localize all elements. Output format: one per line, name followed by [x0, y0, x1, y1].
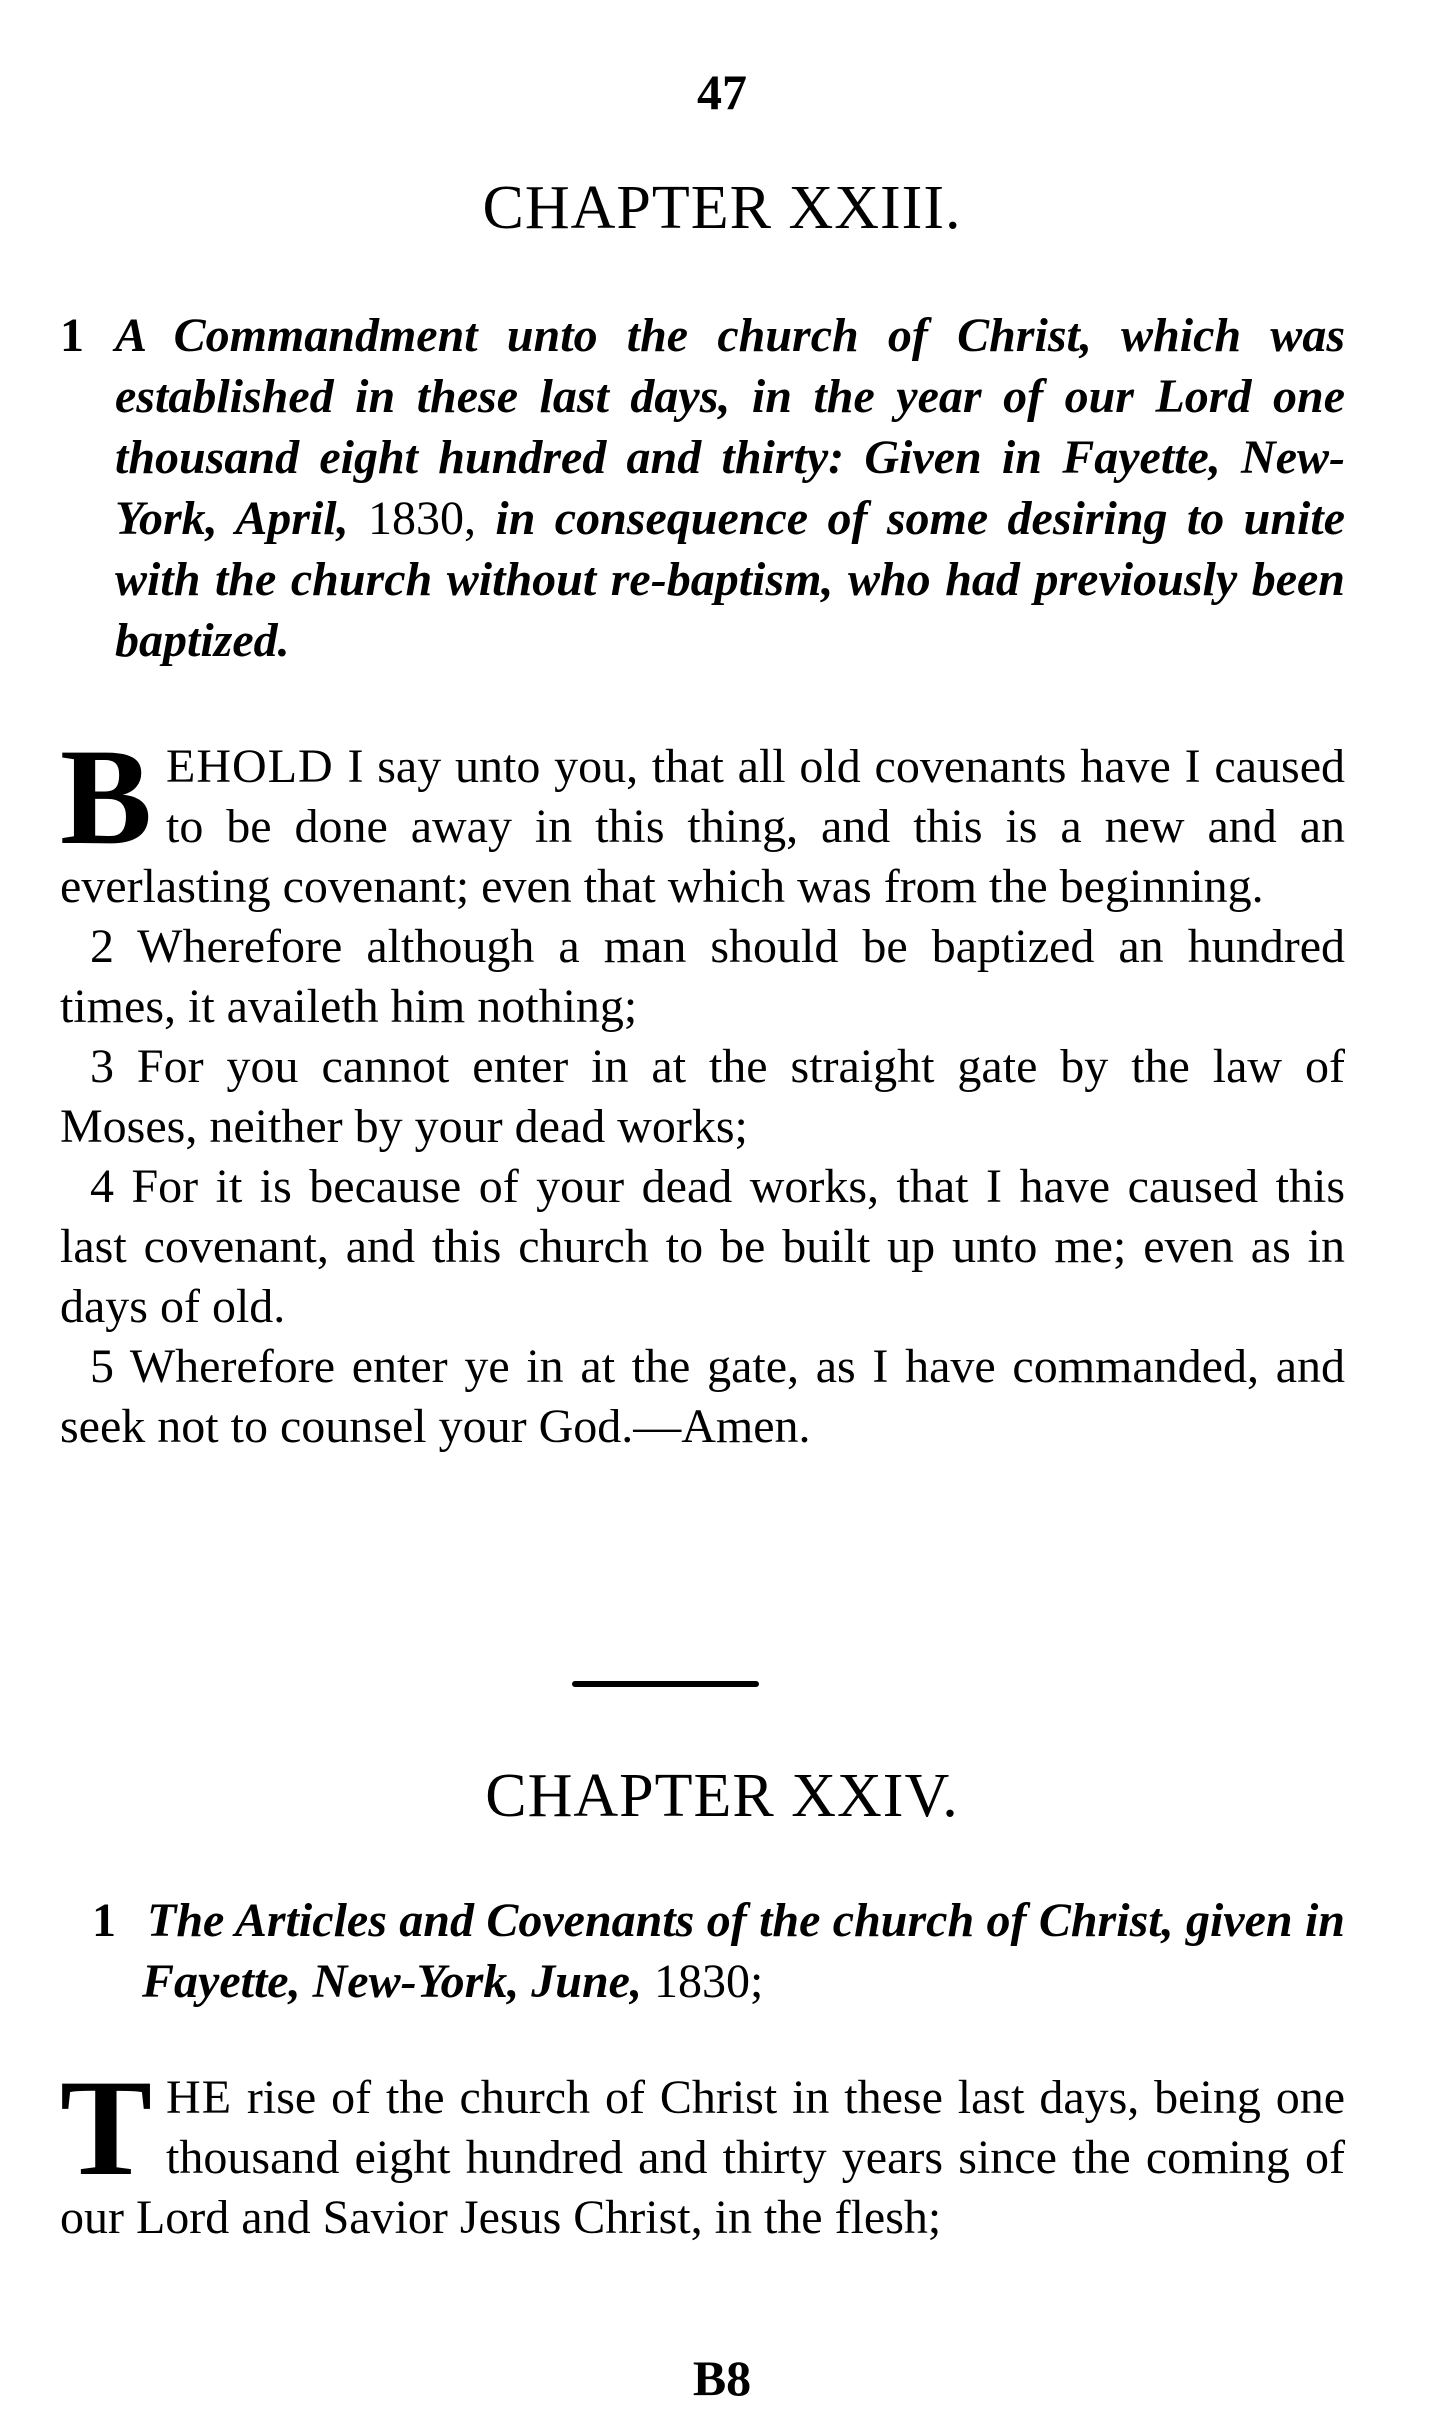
opening-lead: HE [166, 2071, 233, 2124]
summary-year: 1830; [653, 1955, 764, 2008]
summary-number: 1 [92, 1894, 116, 1947]
verse: 4 For it is because of your dead works, that I have caused this last covenant, and this church to be built up unto me; even as in days of old. [60, 1160, 1345, 1333]
chapter-body [60, 720, 1345, 1457]
drop-cap: T [60, 2051, 153, 2204]
opening-paragraph [60, 720, 1345, 917]
summary-text: The Articles and Covenants of the church of Christ, given in Fayette, New-York, June, [142, 1894, 1345, 2008]
summary-text: A Commandment unto the church of Christ, which was established in these last days, in the year of our Lord one thousand eight hundred and thirty: Given in Fayette, New-York, April, [115, 309, 1345, 545]
verse: 5 Wherefore enter ye in at the gate, as I have commanded, and seek not to counsel your God.—Amen. [60, 1340, 1345, 1453]
page-number: 47 [697, 64, 747, 120]
summary-text-tail: in consequence of some desiring to unite with the church without re-baptism, who had previously been baptized. [115, 492, 1345, 667]
summary-number: 1 [60, 309, 84, 362]
section-divider [572, 1681, 759, 1687]
opening-paragraph [60, 2051, 1346, 2248]
chapter-title: CHAPTER XXIV. [485, 1762, 959, 1830]
opening-text: I say unto you, that all old covenants have I caused to be done away in this thing, and this is a new and an everlasting covenant; even that which was from the beginning. [60, 740, 1345, 913]
drop-cap: B [60, 720, 153, 873]
verse: 2 Wherefore although a man should be baptized an hundred times, it availeth him nothing; [60, 920, 1345, 1033]
chapter-body [60, 2051, 1346, 2248]
chapter-title: CHAPTER XXIII. [482, 174, 962, 242]
chapter-summary [60, 305, 1345, 732]
signature-mark: B8 [692, 2350, 752, 2406]
summary-year: 1830, [368, 492, 477, 545]
opening-text: rise of the church of Christ in these last days, being one thousand eight hundred and thirty years since the coming of our Lord and Savior Jesus Christ, in the flesh; [60, 2071, 1346, 2244]
chapter-summary [82, 1890, 1345, 2062]
opening-lead: EHOLD [166, 740, 334, 793]
verse: 3 For you cannot enter in at the straight gate by the law of Moses, neither by your dead works; [60, 1040, 1345, 1153]
